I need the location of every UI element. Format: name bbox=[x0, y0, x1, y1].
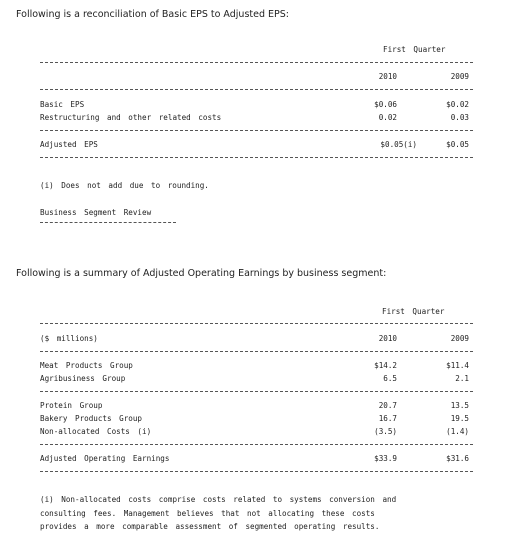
aoe-row-value-2010: 6.5 bbox=[383, 374, 397, 383]
aoe-footnote-line: consulting fees. Management believes that not allocating these costs bbox=[40, 509, 375, 518]
heading-underline bbox=[40, 222, 176, 223]
eps-col-2010: 2010 bbox=[378, 72, 397, 81]
eps-footnote: (i) Does not add due to rounding. bbox=[40, 181, 209, 190]
aoe-row-value-2009: (1.4) bbox=[446, 427, 469, 436]
eps-total-value-2010: $0.05(i) bbox=[380, 140, 417, 149]
aoe-row-value-2010: 20.7 bbox=[378, 401, 397, 410]
eps-row-value-2009: 0.03 bbox=[450, 113, 469, 122]
aoe-row-value-2010: $14.2 bbox=[374, 361, 397, 370]
divider bbox=[40, 130, 473, 131]
eps-col-2009: 2009 bbox=[450, 72, 469, 81]
eps-row-value-2009: $0.02 bbox=[446, 100, 469, 109]
aoe-total-value-2010: $33.9 bbox=[374, 454, 397, 463]
divider bbox=[40, 351, 473, 352]
aoe-row-value-2010: (3.5) bbox=[374, 427, 397, 436]
eps-row-value-2010: $0.06 bbox=[374, 100, 397, 109]
divider bbox=[40, 62, 473, 63]
divider bbox=[40, 89, 473, 90]
eps-total-label: Adjusted EPS bbox=[40, 140, 98, 149]
divider bbox=[40, 471, 473, 472]
aoe-row-label: Protein Group bbox=[40, 401, 103, 410]
aoe-row-value-2009: 13.5 bbox=[450, 401, 469, 410]
eps-total-value-2009: $0.05 bbox=[446, 140, 469, 149]
aoe-footnote-line: provides a more comparable assessment of segmented operating results. bbox=[40, 522, 380, 531]
aoe-row-label: Bakery Products Group bbox=[40, 414, 143, 423]
aoe-row-label: Meat Products Group bbox=[40, 361, 133, 370]
aoe-intro: Following is a summary of Adjusted Operating Earnings by business segment: bbox=[16, 268, 387, 279]
divider bbox=[40, 444, 473, 445]
divider bbox=[40, 323, 473, 324]
aoe-row-value-2010: 16.7 bbox=[378, 414, 397, 423]
aoe-row-value-2009: 2.1 bbox=[455, 374, 469, 383]
aoe-row-label: Non-allocated Costs (i) bbox=[40, 427, 152, 436]
divider bbox=[40, 391, 473, 392]
divider bbox=[40, 157, 473, 158]
eps-row-label: Restructuring and other related costs bbox=[40, 113, 222, 122]
eps-intro: Following is a reconciliation of Basic EPS to Adjusted EPS: bbox=[16, 9, 289, 20]
eps-row-value-2010: 0.02 bbox=[378, 113, 397, 122]
aoe-col-2010: 2010 bbox=[378, 334, 397, 343]
aoe-row-value-2009: 19.5 bbox=[450, 414, 469, 423]
aoe-unit-label: ($ millions) bbox=[40, 334, 98, 343]
aoe-total-value-2009: $31.6 bbox=[446, 454, 469, 463]
eps-period-header: First Quarter bbox=[383, 45, 446, 54]
aoe-col-2009: 2009 bbox=[450, 334, 469, 343]
segment-heading: Business Segment Review bbox=[40, 208, 152, 217]
aoe-total-label: Adjusted Operating Earnings bbox=[40, 454, 170, 463]
aoe-row-label: Agribusiness Group bbox=[40, 374, 126, 383]
aoe-row-value-2009: $11.4 bbox=[446, 361, 469, 370]
eps-row-label: Basic EPS bbox=[40, 100, 85, 109]
aoe-footnote-line: (i) Non-allocated costs comprise costs related to systems conversion and bbox=[40, 495, 397, 504]
aoe-period-header: First Quarter bbox=[382, 307, 445, 316]
